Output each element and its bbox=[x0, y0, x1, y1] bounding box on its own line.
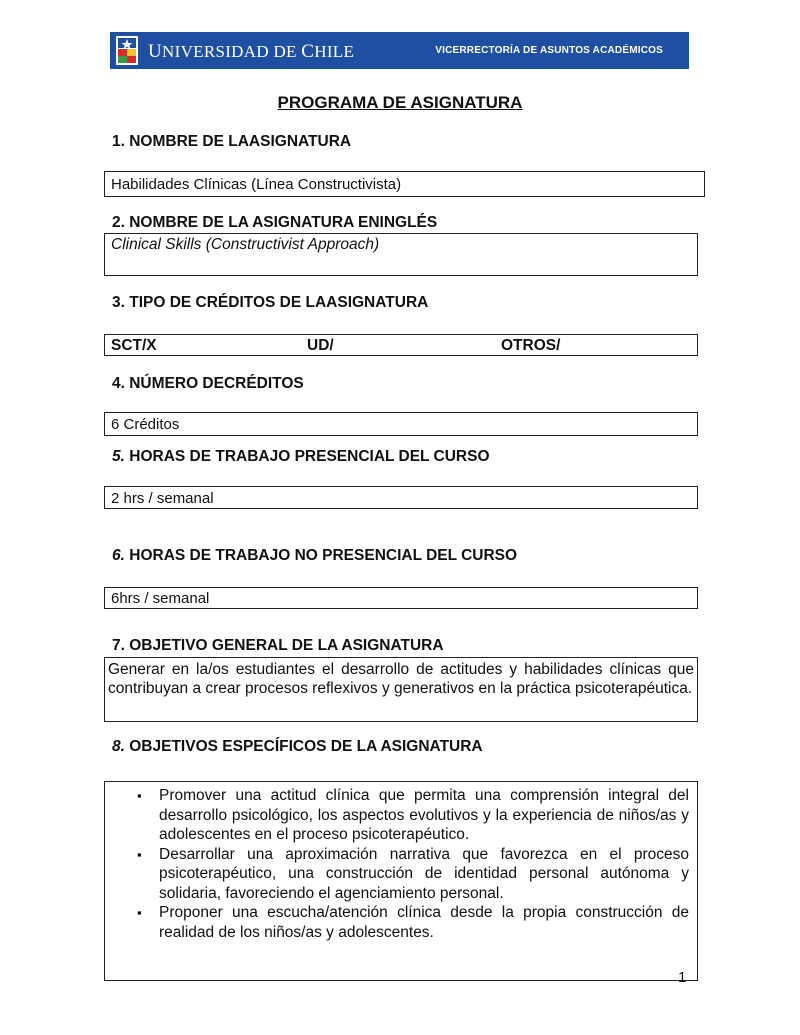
vicerrectoria-label: VICERRECTORÍA DE ASUNTOS ACADÉMICOS bbox=[435, 45, 663, 56]
section-2-heading: 2. NOMBRE DE LA ASIGNATURA ENINGLÉS bbox=[112, 214, 438, 231]
section-7-heading: 7. OBJETIVO GENERAL DE LA ASIGNATURA bbox=[112, 637, 444, 654]
credit-type-otros: OTROS/ bbox=[501, 337, 561, 354]
bullet-icon: ▪ bbox=[137, 846, 142, 862]
non-presential-hours-value: 6hrs / semanal bbox=[111, 590, 210, 607]
section-3-box bbox=[104, 334, 698, 356]
list-item: ▪ Promover una actitud clínica que permita una comprensión integral del desarrollo psicológico, los aspectos evolutivos y la experiencia de niños/as y adolescentes en el proceso psicoterapéutico. bbox=[137, 787, 689, 843]
page-number: 1 bbox=[678, 969, 687, 986]
university-name: UNIVERSIDAD DE CHILE bbox=[148, 41, 355, 62]
section-8-heading: 8. OBJETIVOS ESPECÍFICOS DE LA ASIGNATURA bbox=[112, 738, 483, 755]
section-5-box bbox=[104, 486, 698, 509]
credits-value: 6 Créditos bbox=[111, 416, 180, 433]
header-banner bbox=[110, 32, 689, 69]
course-name-english-value: Clinical Skills (Constructivist Approach) bbox=[111, 236, 380, 253]
section-1-heading: 1. NOMBRE DE LAASIGNATURA bbox=[112, 133, 352, 150]
section-2-box bbox=[104, 233, 698, 276]
section-1-box bbox=[104, 171, 705, 197]
section-3-heading: 3. TIPO DE CRÉDITOS DE LAASIGNATURA bbox=[112, 294, 429, 311]
section-8-box bbox=[104, 781, 698, 981]
section-5-heading: 5. HORAS DE TRABAJO PRESENCIAL DEL CURSO bbox=[112, 448, 490, 465]
university-crest-icon bbox=[116, 36, 138, 65]
general-objective-value: Generar en la/os estudiantes el desarrollo de actitudes y habilidades clínicas que contribuyan a crear procesos reflexivos y generativos en la práctica psicoterapéutica. bbox=[108, 661, 694, 697]
page-title: PROGRAMA DE ASIGNATURA bbox=[277, 93, 523, 112]
credit-types-row bbox=[111, 336, 691, 355]
bullet-icon: ▪ bbox=[137, 788, 142, 803]
section-7-box bbox=[104, 657, 698, 722]
bullet-icon: ▪ bbox=[137, 905, 142, 920]
course-name-value: Habilidades Clínicas (Línea Constructivista) bbox=[111, 176, 402, 193]
list-item: ▪ Proponer una escucha/atención clínica desde la propia construcción de realidad de los niños/as y adolescentes. bbox=[137, 904, 689, 941]
list-item: ▪ Desarrollar una aproximación narrativa que favorezca en el proceso psicoterapéutico, una construcción de identidad personal autónoma y solidaria, favoreciendo el agenciamiento personal. bbox=[137, 845, 689, 902]
section-6-box bbox=[104, 587, 698, 609]
specific-objectives-list bbox=[113, 786, 689, 942]
section-6-heading: 6. HORAS DE TRABAJO NO PRESENCIAL DEL CURSO bbox=[112, 547, 518, 564]
presential-hours-value: 2 hrs / semanal bbox=[111, 490, 214, 507]
credit-type-sct: SCT/X bbox=[111, 337, 157, 354]
credit-type-ud: UD/ bbox=[307, 337, 334, 354]
section-4-heading: 4. NÚMERO DECRÉDITOS bbox=[112, 375, 304, 392]
section-4-box bbox=[104, 412, 698, 436]
